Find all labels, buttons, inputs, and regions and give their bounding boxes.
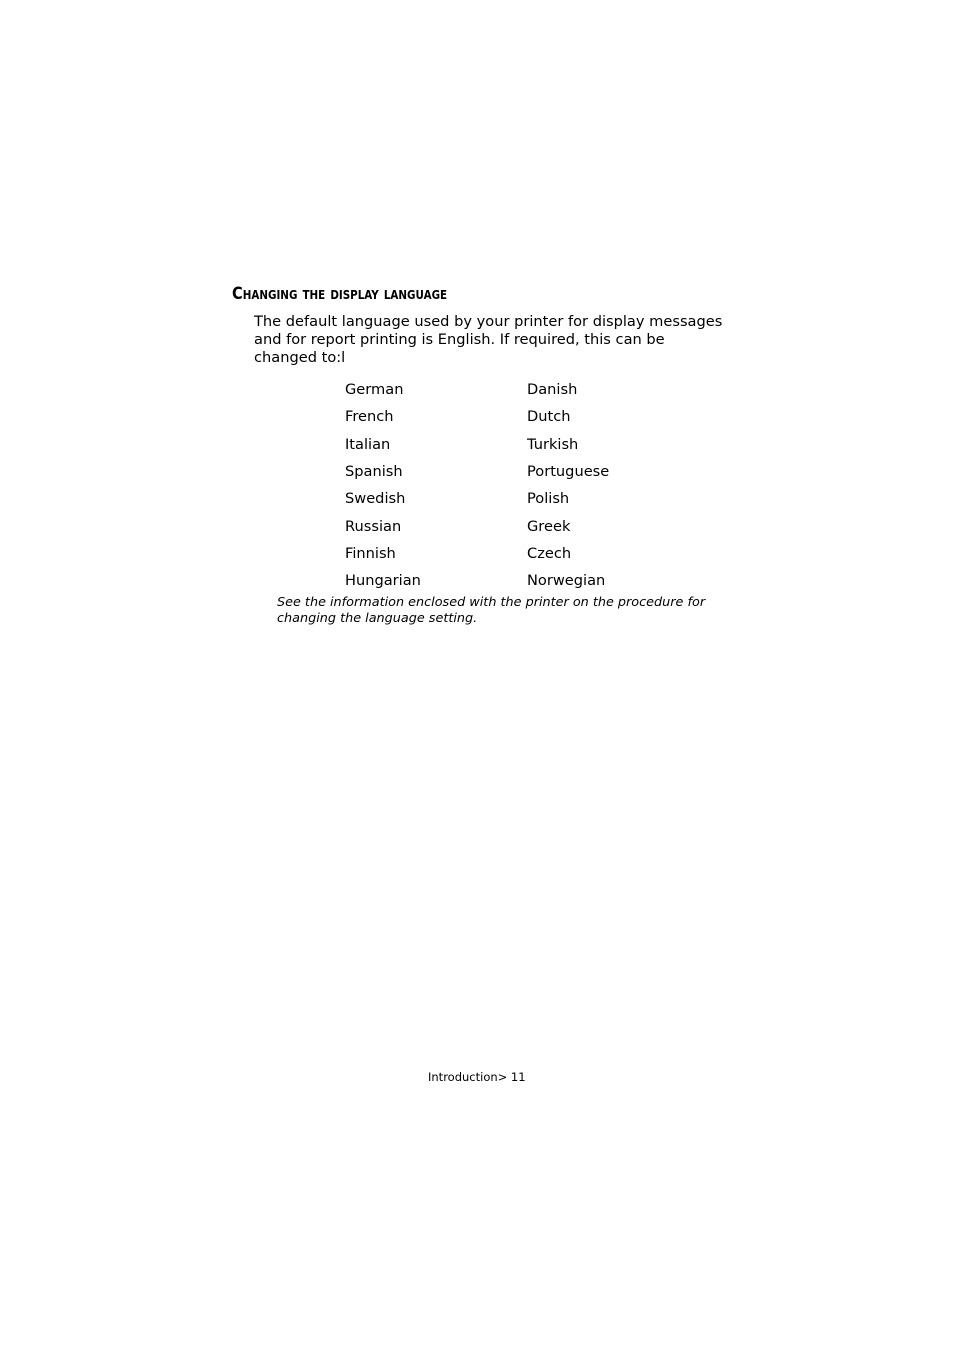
language-item: Danish (527, 381, 578, 399)
language-row (345, 458, 609, 485)
language-item: Polish (527, 490, 570, 508)
language-row (345, 403, 609, 430)
language-item: Greek (527, 517, 571, 535)
language-item: French (345, 408, 394, 426)
note-text: See the information enclosed with the printer on the procedure for changing the language setting. (277, 595, 706, 626)
page-footer: Introduction> 11 (428, 1070, 526, 1084)
language-row (345, 376, 609, 403)
language-item: Portuguese (527, 463, 610, 481)
language-item: Spanish (345, 463, 403, 481)
language-row (345, 567, 609, 594)
language-item: Hungarian (345, 572, 421, 590)
intro-paragraph: The default language used by your printer for display messages and for report printing is English. If required, this can be changed to:l (254, 313, 723, 366)
language-item: Norwegian (527, 572, 606, 590)
language-item: Italian (345, 435, 391, 453)
language-item: Swedish (345, 490, 406, 508)
language-row (345, 512, 609, 539)
language-item: Russian (345, 517, 402, 535)
language-item: Czech (527, 544, 572, 562)
language-row (345, 485, 609, 512)
language-row (345, 540, 609, 567)
language-item: Turkish (527, 435, 579, 453)
language-item: Dutch (527, 408, 571, 426)
language-item: German (345, 381, 404, 399)
section-heading: Changing the display language (232, 284, 448, 304)
language-list (345, 376, 609, 594)
language-row (345, 431, 609, 458)
language-item: Finnish (345, 544, 396, 562)
